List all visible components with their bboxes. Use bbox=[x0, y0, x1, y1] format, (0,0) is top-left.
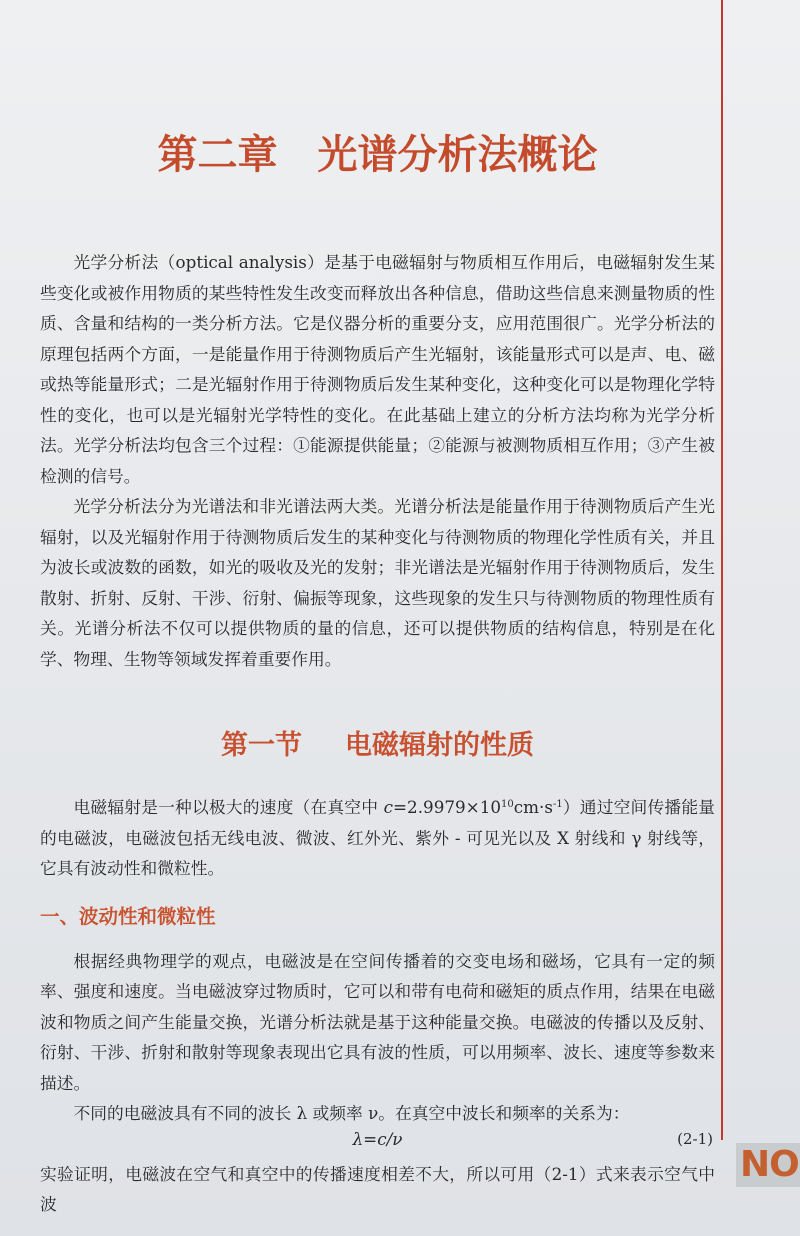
speed-unit: cm·s bbox=[513, 797, 553, 817]
speed-of-light-symbol: c bbox=[383, 797, 394, 817]
subsection-heading: 一、波动性和微粒性 bbox=[40, 904, 216, 928]
equation-number: (2-1) bbox=[677, 1129, 713, 1148]
p1-text-before: 电磁辐射是一种以极大的速度（在真空中 bbox=[73, 797, 384, 817]
equation-row bbox=[40, 1129, 715, 1149]
section-paragraph-1 bbox=[40, 792, 715, 884]
subsection-paragraph-2: 不同的电磁波具有不同的波长 λ 或频率 ν。在真空中波长和频率的关系为： bbox=[73, 1103, 630, 1123]
chapter-name: 光谱分析法概论 bbox=[317, 132, 598, 178]
wavelength-frequency-equation: λ=c/ν bbox=[352, 1128, 403, 1149]
margin-red-rule bbox=[721, 0, 723, 1140]
edge-thumb-tab: NO bbox=[736, 1143, 800, 1187]
speed-unit-exponent: -1 bbox=[552, 799, 563, 810]
intro-paragraph-2: 光学分析法分为光谱法和非光谱法两大类。光谱分析法是能量作用于待测物质后产生光辐射，以及光辐射作用于待测物质后发生的某种变化与待测物质的物理化学性质有关，并且为波长或波数的函数，如光的吸收及光的发射；非光谱法是光辐射作用于待测物质后，发生散射、折射、反射、干涉、衍射、偏振等现象，这些现象的发生只与待测物质的物理性质有关。光谱分析法不仅可以提供物质的量的信息，还可以提供物质的结构信息，特别是在化学、物理、生物等领域发挥着重要作用。 bbox=[40, 496, 715, 669]
page-content bbox=[40, 0, 715, 1220]
chapter-title bbox=[40, 130, 715, 180]
subsection-paragraph-1: 根据经典物理学的观点，电磁波是在空间传播着的交变电场和磁场，它具有一定的频率、强度和速度。当电磁波穿过物质时，它可以和带有电荷和磁矩的质点作用，结果在电磁波和物质之间产生能量交换，光谱分析法就是基于这种能量交换。电磁波的传播以及反射、衍射、干涉、折射和散射等现象表现出它具有波的性质，可以用频率、波长、速度等参数来描述。 bbox=[40, 950, 715, 1093]
speed-value: =2.9979×10 bbox=[393, 797, 502, 817]
section-title: 电磁辐射的性质 bbox=[345, 730, 534, 761]
speed-exponent: 10 bbox=[501, 799, 514, 810]
subsection-paragraph-3: 实验证明，电磁波在空气和真空中的传播速度相差不大，所以可用（2-1）式来表示空气中波 bbox=[40, 1163, 715, 1214]
section-heading bbox=[40, 729, 715, 763]
intro-paragraph-1: 光学分析法（optical analysis）是基于电磁辐射与物质相互作用后，电磁辐射发生某些变化或被作用物质的某些特性发生改变而释放出各种信息，借助这些信息来测量物质的性质、含量和结构的一类分析方法。它是仪器分析的重要分支，应用范围很广。光学分析法的原理包括两个方面，一是能量作用于待测物质后产生光辐射，该能量形式可以是声、电、磁或热等能量形式；二是光辐射作用于待测物质后发生某种变化，这种变化可以是物理化学特性的变化，也可以是光辐射光学特性的变化。在此基础上建立的分析方法均称为光学分析法。光学分析法均包含三个过程：①能源提供能量；②能源与被测物质相互作用；③产生被检测的信号。 bbox=[40, 252, 715, 486]
section-number: 第一节 bbox=[221, 730, 302, 761]
p1-text-after: ）通过空间传播能量的电磁波，电磁波包括无线电波、微波、红外光、紫外 - 可见光以及 X 射线和 γ 射线等，它具有波动性和微粒性。 bbox=[40, 797, 715, 878]
chapter-number: 第二章 bbox=[157, 132, 278, 178]
